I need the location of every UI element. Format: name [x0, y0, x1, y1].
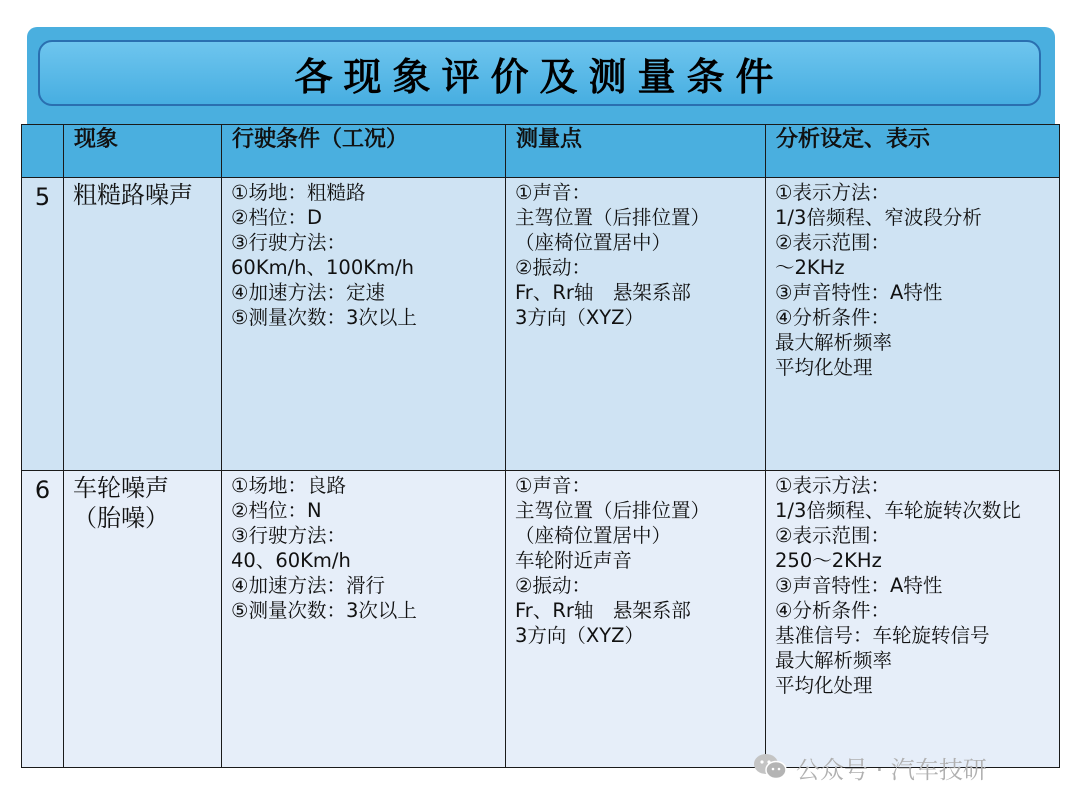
text-line: ⑤测量次数：3次以上: [231, 306, 417, 329]
driving-cell: [222, 178, 506, 471]
text-line: 60Km/h、100Km/h: [231, 256, 414, 279]
measure-cell: [506, 471, 766, 768]
measure-cell: [506, 178, 766, 471]
text-line: 粗糙路噪声: [73, 181, 193, 209]
text-line: 基准信号：车轮旋转信号: [775, 624, 990, 647]
text-line: ①声音：: [515, 474, 591, 497]
title-box: [38, 40, 1041, 106]
text-line: ①场地：粗糙路: [231, 181, 366, 204]
text-line: ②档位：D: [231, 206, 322, 229]
text-line: 平均化处理: [775, 674, 873, 697]
text-line: ①声音：: [515, 181, 591, 204]
text-line: 平均化处理: [775, 356, 873, 379]
text-line: （座椅位置居中）: [515, 524, 672, 547]
header-row: [22, 125, 1060, 178]
conditions-table: [21, 124, 1060, 768]
text-line: ①表示方法：: [775, 181, 890, 204]
header-analysis: 分析设定、表示: [766, 125, 1060, 178]
text-line: ①场地：良路: [231, 474, 346, 497]
text-line: ③声音特性：A特性: [775, 281, 943, 304]
text-line: 主驾位置（后排位置）: [515, 499, 711, 522]
text-line: ③声音特性：A特性: [775, 574, 943, 597]
text-line: 1/3倍频程、车轮旋转次数比: [775, 499, 1021, 522]
text-line: ～2KHz: [775, 256, 845, 279]
text-line: ②档位：N: [231, 499, 322, 522]
text-line: 40、60Km/h: [231, 549, 351, 572]
text-line: 车轮附近声音: [515, 549, 633, 572]
text-line: ④加速方法：定速: [231, 281, 385, 304]
driving-cell: [222, 471, 506, 768]
phenomenon-cell: [64, 178, 222, 471]
text-line: Fr、Rr轴 悬架系部: [515, 281, 691, 304]
wechat-icon: [752, 752, 788, 782]
header-measure: 测量点: [506, 125, 766, 178]
text-line: （胎噪）: [73, 504, 169, 532]
header-driving: 行驶条件（工况）: [222, 125, 506, 178]
watermark-text: 公众号 · 汽车技研: [796, 755, 987, 784]
text-line: ④分析条件：: [775, 599, 890, 622]
analysis-cell: [766, 471, 1060, 768]
text-line: ④加速方法：滑行: [231, 574, 385, 597]
watermark: [752, 748, 987, 786]
text-line: ⑤测量次数：3次以上: [231, 599, 417, 622]
text-line: 最大解析频率: [775, 331, 893, 354]
text-line: 1/3倍频程、窄波段分析: [775, 206, 982, 229]
table-row: [22, 471, 1060, 768]
text-line: ②表示范围：: [775, 524, 890, 547]
text-line: （座椅位置居中）: [515, 231, 672, 254]
text-line: 3方向（XYZ）: [515, 624, 645, 647]
text-line: 车轮噪声: [73, 474, 169, 502]
row-number: 6: [22, 471, 64, 768]
row-number: 5: [22, 178, 64, 471]
text-line: 主驾位置（后排位置）: [515, 206, 711, 229]
text-line: Fr、Rr轴 悬架系部: [515, 599, 691, 622]
text-line: 250～2KHz: [775, 549, 882, 572]
text-line: ③行驶方法：: [231, 231, 346, 254]
text-line: ④分析条件：: [775, 306, 890, 329]
text-line: 最大解析频率: [775, 649, 893, 672]
phenomenon-cell: [64, 471, 222, 768]
header-phenomenon: 现象: [64, 125, 222, 178]
text-line: ①表示方法：: [775, 474, 890, 497]
text-line: ②振动：: [515, 256, 591, 279]
text-line: ②表示范围：: [775, 231, 890, 254]
text-line: ③行驶方法：: [231, 524, 346, 547]
page-title: 各现象评价及测量条件: [294, 54, 785, 99]
text-line: 3方向（XYZ）: [515, 306, 645, 329]
text-line: ②振动：: [515, 574, 591, 597]
header-num: [22, 125, 64, 178]
table-row: [22, 178, 1060, 471]
analysis-cell: [766, 178, 1060, 471]
